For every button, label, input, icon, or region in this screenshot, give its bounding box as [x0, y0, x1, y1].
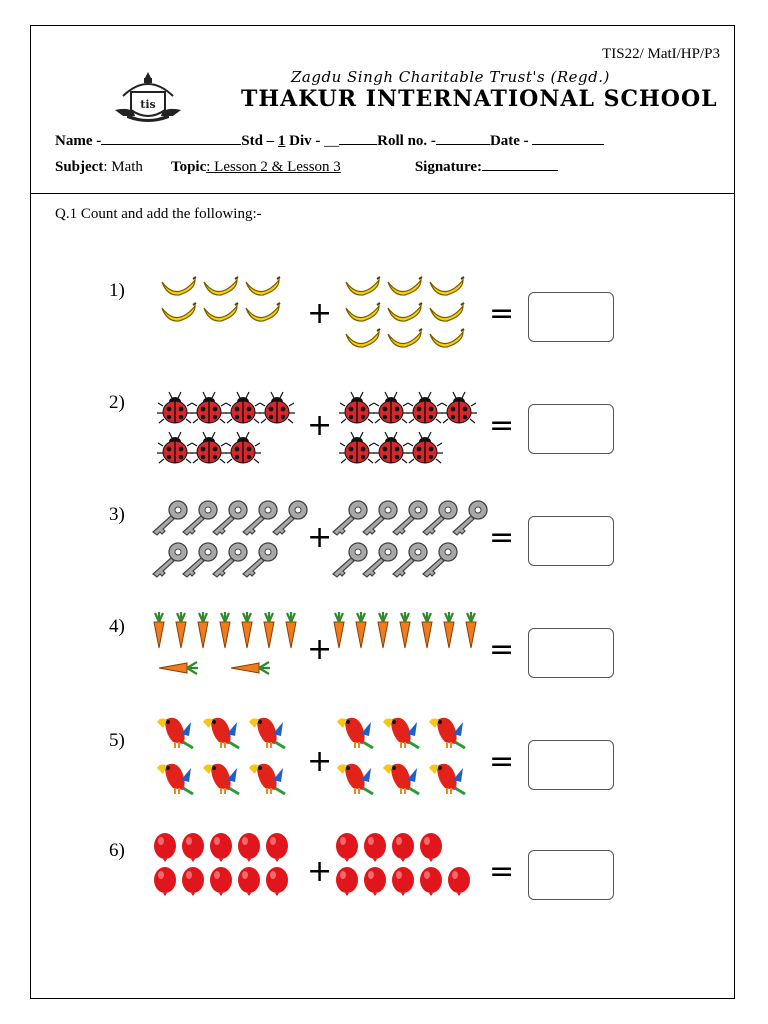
topic-label: Topic	[170, 159, 207, 175]
carrot-icon	[259, 612, 279, 650]
carrot-icon	[351, 612, 371, 650]
carrot-icon	[461, 612, 481, 650]
equals-sign: =	[489, 632, 515, 667]
problem-row	[31, 612, 734, 722]
parrot-icon	[245, 712, 287, 752]
topic-value: : Lesson 2 & Lesson 3	[206, 159, 341, 175]
problem-number: 6)	[109, 840, 125, 861]
question-text: Q.1 Count and add the following:-	[55, 206, 262, 222]
worksheet-header	[31, 26, 734, 194]
subject-label: Subject	[55, 159, 104, 175]
answer-box[interactable]	[528, 850, 614, 900]
banana-icon	[427, 302, 467, 326]
banana-icon	[243, 302, 283, 326]
banana-icon	[343, 302, 383, 326]
key-icon	[269, 500, 309, 538]
banana-icon	[427, 276, 467, 300]
carrot-icon	[417, 612, 437, 650]
plus-sign: +	[307, 854, 333, 889]
banana-icon	[385, 328, 425, 352]
parrot-icon	[153, 758, 195, 798]
key-icon	[449, 500, 489, 538]
balloon-icon	[265, 866, 289, 898]
balloon-icon	[265, 832, 289, 864]
banana-icon	[385, 302, 425, 326]
answer-box[interactable]	[528, 628, 614, 678]
balloon-icon	[419, 866, 443, 898]
ladybug-icon	[223, 428, 263, 466]
plus-sign: +	[307, 520, 333, 555]
equals-sign: =	[489, 744, 515, 779]
balloon-icon	[447, 866, 471, 898]
balloon-icon	[181, 832, 205, 864]
banana-icon	[243, 276, 283, 300]
answer-box[interactable]	[528, 740, 614, 790]
parrot-icon	[425, 712, 467, 752]
school-name: THAKUR INTERNATIONAL SCHOOL	[241, 86, 718, 112]
name-label: Name -	[55, 133, 102, 149]
parrot-icon	[379, 758, 421, 798]
answer-box[interactable]	[528, 516, 614, 566]
signature-label: Signature:	[414, 159, 483, 175]
roll-label: Roll no. -	[377, 133, 436, 149]
banana-icon	[159, 302, 199, 326]
carrot-icon	[281, 612, 301, 650]
balloon-icon	[181, 866, 205, 898]
key-icon	[419, 542, 459, 580]
balloon-icon	[209, 866, 233, 898]
answer-box[interactable]	[528, 292, 614, 342]
balloon-icon	[153, 866, 177, 898]
answer-box[interactable]	[528, 404, 614, 454]
std-label: Std –	[241, 133, 275, 149]
subject-value: : Math	[103, 159, 143, 175]
parrot-icon	[199, 758, 241, 798]
balloon-icon	[391, 866, 415, 898]
carrot-icon	[193, 612, 213, 650]
banana-icon	[159, 276, 199, 300]
carrot-icon	[395, 612, 415, 650]
equals-sign: =	[489, 520, 515, 555]
balloon-icon	[363, 832, 387, 864]
carrot-icon	[157, 658, 199, 678]
banana-icon	[343, 328, 383, 352]
problem-row	[31, 832, 734, 942]
problem-number: 1)	[109, 280, 125, 301]
logo-text: tis	[140, 98, 156, 111]
balloon-icon	[419, 832, 443, 864]
balloon-icon	[363, 866, 387, 898]
date-label: Date -	[489, 133, 529, 149]
balloon-icon	[237, 866, 261, 898]
banana-icon	[343, 276, 383, 300]
plus-sign: +	[307, 632, 333, 667]
carrot-icon	[149, 612, 169, 650]
ladybug-icon	[405, 428, 445, 466]
trust-name: Zagdu Singh Charitable Trust's (Regd.)	[291, 68, 610, 86]
subject-info-row	[55, 156, 558, 176]
balloon-icon	[153, 832, 177, 864]
banana-icon	[201, 302, 241, 326]
plus-sign: +	[307, 296, 333, 331]
div-label: Div -	[289, 133, 321, 149]
carrot-icon	[373, 612, 393, 650]
problem-row	[31, 276, 734, 386]
problem-number: 2)	[109, 392, 125, 413]
worksheet-frame	[30, 25, 735, 999]
name-field[interactable]	[101, 130, 241, 145]
carrot-icon	[237, 612, 257, 650]
equals-sign: =	[489, 408, 515, 443]
date-field[interactable]	[532, 130, 604, 145]
plus-sign: +	[307, 744, 333, 779]
carrot-icon	[171, 612, 191, 650]
ladybug-icon	[439, 388, 479, 426]
balloon-icon	[237, 832, 261, 864]
equals-sign: =	[489, 854, 515, 889]
signature-field[interactable]	[482, 156, 558, 171]
parrot-icon	[245, 758, 287, 798]
problem-row	[31, 712, 734, 822]
banana-icon	[201, 276, 241, 300]
roll-field[interactable]	[436, 130, 490, 145]
div-field[interactable]	[339, 130, 377, 145]
student-info-row	[55, 130, 604, 150]
document-code: TIS22/ MatI/HP/P3	[602, 46, 720, 62]
problem-number: 5)	[109, 730, 125, 751]
balloon-icon	[335, 832, 359, 864]
parrot-icon	[199, 712, 241, 752]
carrot-icon	[215, 612, 235, 650]
carrot-icon	[439, 612, 459, 650]
div-value: __	[324, 133, 340, 149]
parrot-icon	[333, 712, 375, 752]
balloon-icon	[391, 832, 415, 864]
parrot-icon	[425, 758, 467, 798]
parrot-icon	[379, 712, 421, 752]
balloon-icon	[335, 866, 359, 898]
problem-row	[31, 388, 734, 498]
problem-row	[31, 500, 734, 610]
balloon-icon	[209, 832, 233, 864]
school-logo	[113, 70, 183, 124]
ladybug-icon	[257, 388, 297, 426]
problem-number: 3)	[109, 504, 125, 525]
equals-sign: =	[489, 296, 515, 331]
banana-icon	[385, 276, 425, 300]
std-value: 1	[277, 133, 286, 149]
banana-icon	[427, 328, 467, 352]
carrot-icon	[329, 612, 349, 650]
plus-sign: +	[307, 408, 333, 443]
parrot-icon	[153, 712, 195, 752]
problem-number: 4)	[109, 616, 125, 637]
carrot-icon	[229, 658, 271, 678]
key-icon	[239, 542, 279, 580]
parrot-icon	[333, 758, 375, 798]
